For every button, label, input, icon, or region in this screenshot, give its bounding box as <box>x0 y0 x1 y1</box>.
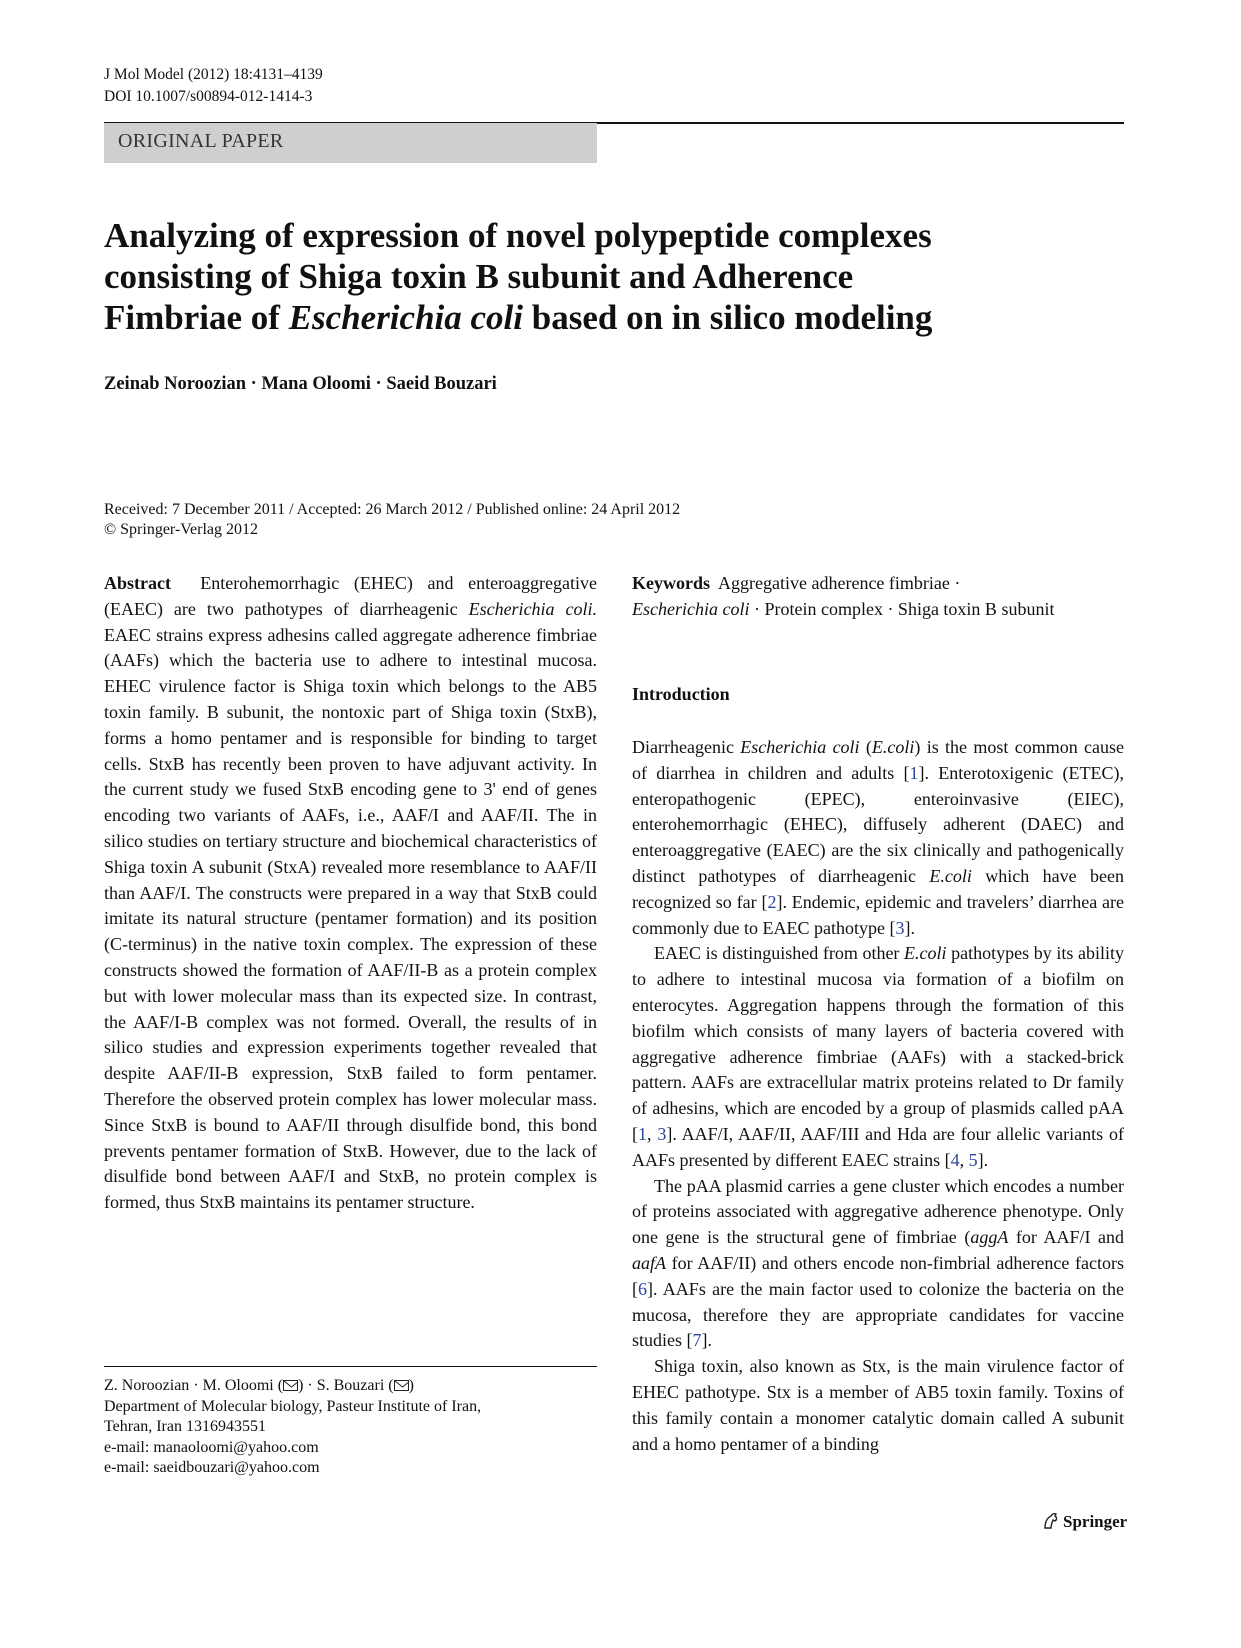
footnote-email-2[interactable]: e-mail: saeidbouzari@yahoo.com <box>104 1459 320 1476</box>
citation-link[interactable]: 2 <box>767 891 777 912</box>
citation-link[interactable]: 1 <box>909 762 919 783</box>
footnote-names: Z. Noroozian · M. Oloomi ( ) · S. Bouzari ( ) <box>104 1377 414 1394</box>
paper-title <box>104 215 1114 338</box>
introduction-heading: Introduction <box>632 684 730 704</box>
section-banner-label: ORIGINAL PAPER <box>118 130 284 152</box>
publisher-logo <box>1042 1512 1127 1535</box>
citation-link[interactable]: 6 <box>638 1278 647 1299</box>
journal-citation: J Mol Model (2012) 18:4131–4139 <box>104 66 323 83</box>
authors: Zeinab Noroozian · Mana Oloomi · Saeid Bouzari <box>104 374 497 394</box>
abstract: Abstract Enterohemorrhagic (EHEC) and enteroaggregative (EAEC) are two pathotypes of diarrheagenic Escherichia coli. EAEC strains express adhesins called aggregate adherence fimbriae (AAFs) which the bacteria use to adhere to intestinal mucosa. EHEC virulence factor is Shiga toxin which belongs to the AB5 toxin family. B subunit, the nontoxic part of Shiga toxin (StxB), forms a homo pentamer and is responsible for binding to target cells. StxB has recently been proven to have adjuvant activity. In the current study we fused StxB encoding gene to 3' end of genes encoding two variants of AAFs, i.e., AAF/I and AAF/II. The in silico studies on tertiary structure and biochemical characteristics of Shiga toxin A subunit (StxA) revealed more resemblance to AAF/II than AAF/I. The constructs were prepared in a way that StxB could imitate its natural structure (pentamer formation) and its position (C-terminus) in the native toxin complex. The expression of these constructs showed the formation of AAF/II-B as a protein complex but with lower molecular mass than its expected size. In contrast, the AAF/I-B complex was not formed. Overall, the results of in silico studies and expression experiments together revealed that despite AAF/II-B expression, StxB failed to form pentamer. Therefore the observed protein complex has lower molecular mass. Since StxB is bound to AAF/II through disulfide bond, this bond prevents pentamer formation of StxB. However, due to the lack of disulfide bond between AAF/I and StxB, no protein complex is formed, thus StxB maintains its pentamer structure. <box>104 573 598 1213</box>
doi[interactable]: DOI 10.1007/s00894-012-1414-3 <box>104 88 313 105</box>
envelope-icon[interactable] <box>394 1380 409 1391</box>
citation-link[interactable]: 7 <box>692 1330 702 1351</box>
citation-link[interactable]: 4 <box>950 1149 960 1170</box>
citation-link[interactable]: 5 <box>968 1149 978 1170</box>
title-line-2: consisting of Shiga toxin B subunit and Adherence <box>104 257 854 296</box>
section-banner <box>104 123 597 163</box>
citation-link[interactable]: 3 <box>657 1123 667 1144</box>
keywords: Keywords Aggregative adherence fimbriae · Escherichia coli · Protein complex · Shiga toxin B subunit <box>632 573 1055 619</box>
copyright: © Springer-Verlag 2012 <box>104 521 259 538</box>
author-footnote <box>104 1376 597 1479</box>
springer-horse-icon <box>1042 1512 1060 1535</box>
title-line-3: Fimbriae of Escherichia coli based on in silico modeling <box>104 298 933 337</box>
intro-paragraph: EAEC is distinguished from other E.coli pathotypes by its ability to adhere to intestinal mucosa via formation of a biofilm on enterocytes. Aggregation happens through the formation of this biofilm which consists of many layers of bacteria covered with aggregative adherence fimbriae (AAFs) with a stacked-brick pattern. AAFs are extracellular matrix proteins related to Dr family of adhesins, which are encoded by a group of plasmids called pAA [1, 3]. AAF/I, AAF/II, AAF/III and Hda are four allelic variants of AAFs presented by different EAEC strains [4, 5]. <box>632 943 1124 1170</box>
envelope-icon[interactable] <box>283 1380 298 1391</box>
footnote-rule <box>104 1366 597 1367</box>
intro-paragraph: The pAA plasmid carries a gene cluster which encodes a number of proteins associated with aggregative adherence phenotype. Only one gene is the structural gene of fimbriae (aggA for AAF/I and aafA for AAF/II) and others encode non-fimbrial adherence factors [6]. AAFs are the main factor used to colonize the bacteria on the mucosa, therefore they are appropriate candidates for vaccine studies [7]. <box>632 1175 1125 1351</box>
footnote-department: Department of Molecular biology, Pasteur Institute of Iran, <box>104 1397 482 1415</box>
citation-link[interactable]: 1 <box>638 1123 647 1144</box>
title-line-1: Analyzing of expression of novel polypeptide complexes <box>104 216 932 255</box>
intro-paragraph: Diarrheagenic Escherichia coli (E.coli) is the most common cause of diarrhea in children and adults [1]. Enterotoxigenic (ETEC), enteropathogenic (EPEC), enteroinvasive (EIEC), enterohemorrhagic (EHEC), diffusely adherent (DAEC) and enteroaggregative (EAEC) are the six clinically and pathogenically distinct pathotypes of diarrheagenic E.coli which have been recognized so far [2]. Endemic, epidemic and travelers’ diarrhea are commonly due to EAEC pathotype [3]. <box>632 737 1125 938</box>
introduction-body <box>632 735 1124 1457</box>
publisher-name: Springer <box>1063 1512 1128 1531</box>
footnote-city: Tehran, Iran 1316943551 <box>104 1418 266 1435</box>
intro-paragraph: Shiga toxin, also known as Stx, is the main virulence factor of EHEC pathotype. Stx is a member of AB5 toxin family. Toxins of this family contain a monomer catalytic domain called A subunit and a homo pentamer of a binding <box>632 1356 1124 1454</box>
keywords-label: Keywords <box>632 573 710 593</box>
footnote-email-1[interactable]: e-mail: manaoloomi@yahoo.com <box>104 1438 319 1456</box>
publication-dates: Received: 7 December 2011 / Accepted: 26 March 2012 / Published online: 24 April 2012 <box>104 501 681 518</box>
citation-link[interactable]: 3 <box>895 917 905 938</box>
abstract-label: Abstract <box>104 573 171 593</box>
